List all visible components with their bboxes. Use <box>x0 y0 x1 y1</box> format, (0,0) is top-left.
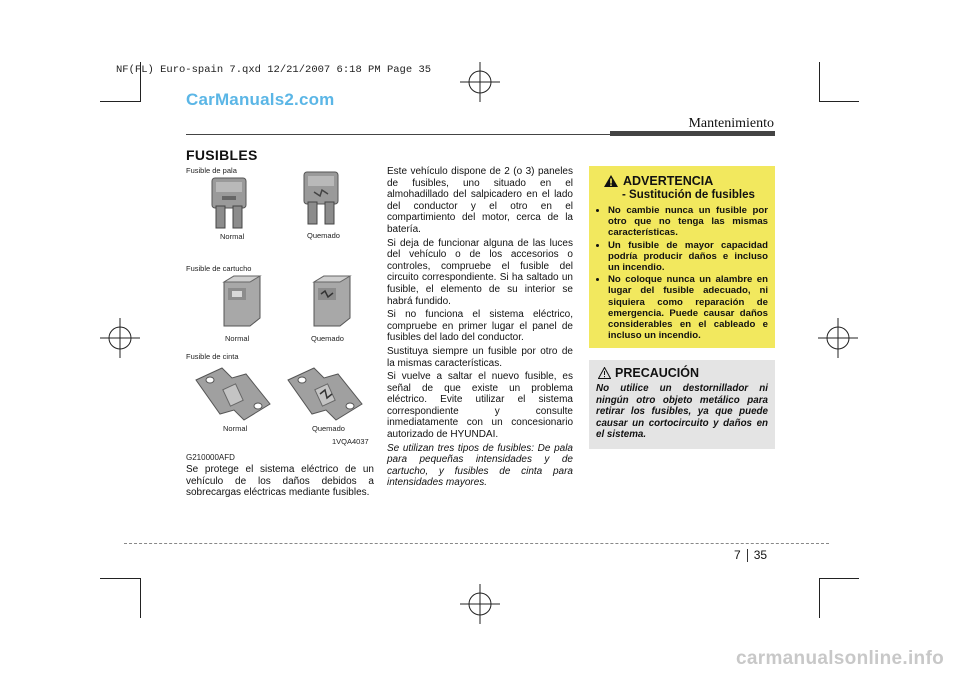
warning-item: • Un fusible de mayor capacidad podría producir daños e incluso un incendio. <box>608 240 768 274</box>
italic-paragraph: Se utilizan tres tipos de fusibles: De pala para pequeñas intensidades y de cartucho, y fusibles de cinta para intensidades mayores. <box>387 442 573 489</box>
header-rule <box>186 134 610 135</box>
page-number <box>734 548 767 562</box>
warning-item: • No cambie nunca un fusible por otro que no tenga las mismas características. <box>608 205 768 239</box>
blade-fuse-caption: Fusible de pala <box>186 166 237 175</box>
section-title: Mantenimiento <box>688 116 774 131</box>
watermark-link[interactable]: CarManuals2.com <box>186 90 335 109</box>
strip-fuse-normal-image <box>192 364 274 426</box>
main-text-column <box>387 166 573 491</box>
print-file-info: NF(FL) Euro-spain 7.qxd 12/21/2007 6:18 PM Page 35 <box>116 64 432 76</box>
warning-heading <box>604 174 768 188</box>
caution-heading <box>598 366 768 380</box>
blade-blown-label: Quemado <box>307 231 340 240</box>
strip-blown-label: Quemado <box>312 424 345 433</box>
figure-code: 1VQA4037 <box>332 437 369 446</box>
chapter-number: 7 <box>734 548 741 562</box>
crop-mark <box>819 62 820 102</box>
warning-subtitle: - Sustitución de fusibles <box>622 189 755 201</box>
cartridge-fuse-caption: Fusible de cartucho <box>186 264 252 273</box>
paragraph: Si vuelve a saltar el nuevo fusible, es señal de que existe un problema eléctrico. Evite utilizar el sistema correspondiente y consulte inmediatamente con un concesionario autorizado de HYUNDAI. <box>387 371 573 441</box>
registration-mark-icon <box>460 62 500 102</box>
crop-mark <box>100 578 140 579</box>
page-number-divider <box>747 549 748 562</box>
page-title: FUSIBLES <box>186 147 258 163</box>
page-number-value: 35 <box>753 548 768 562</box>
cartridge-normal-label: Normal <box>225 334 250 343</box>
blade-fuse-blown-image <box>300 170 342 226</box>
warning-item: • No coloque nunca un alambre en lugar del fusible adecuado, ni siquiera como reparación de emergencia. Puede causar daños considerables en el cableado e incluso un incendio. <box>608 274 768 341</box>
section-code: G210000AFD <box>186 453 235 462</box>
warning-triangle-icon <box>604 175 618 187</box>
intro-paragraph: Se protege el sistema eléctrico de un vehículo de los daños debidos a sobrecargas eléctricas mediante fusibles. <box>186 464 374 499</box>
cartridge-fuse-normal-image <box>218 274 264 330</box>
cartridge-fuse-blown-image <box>308 274 354 330</box>
crop-mark <box>819 578 859 579</box>
crop-mark <box>819 101 859 102</box>
caution-box <box>589 360 775 449</box>
blade-normal-label: Normal <box>220 232 245 241</box>
crop-mark <box>100 101 140 102</box>
warning-title: ADVERTENCIA <box>623 174 714 188</box>
registration-mark-icon <box>818 318 858 358</box>
blade-fuse-normal-image <box>208 176 250 230</box>
strip-normal-label: Normal <box>223 424 248 433</box>
header-rule-accent <box>610 131 775 136</box>
footer-rule <box>124 543 829 544</box>
crop-mark <box>140 578 141 618</box>
paragraph: Este vehículo dispone de 2 (o 3) paneles de fusibles, uno situado en el almohadillado del salpicadero en el lado del conductor y el otro en el compartimiento del motor, cerca de la batería. <box>387 166 573 235</box>
caution-title: PRECAUCIÓN <box>615 366 700 380</box>
paragraph: Sustituya siempre un fusible por otro de la mismas características. <box>387 345 573 369</box>
strip-fuse-caption: Fusible de cinta <box>186 352 239 361</box>
watermark-footer-link[interactable]: carmanualsonline.info <box>736 648 944 669</box>
registration-mark-icon <box>100 318 140 358</box>
caution-text: No utilice un destornillador ni ningún otro objeto metálico para retirar los fusibles, ya que puede causar un cortocircuito y daños en el sistema. <box>596 383 768 440</box>
paragraph: Si deja de funcionar alguna de las luces del vehículo o de los accesorios o controles, compruebe el fusible del circuito correspondiente. Si ha saltado un fusible, el elemento de su interior se habrá fundido. <box>387 237 573 307</box>
warning-box <box>589 166 775 348</box>
strip-fuse-blown-image <box>284 364 366 426</box>
registration-mark-icon <box>460 584 500 624</box>
paragraph: Si no funciona el sistema eléctrico, compruebe en primer lugar el panel de fusibles del lado del conductor. <box>387 309 573 344</box>
warning-list <box>596 205 768 341</box>
caution-triangle-icon <box>598 367 611 379</box>
crop-mark <box>819 578 820 618</box>
cartridge-blown-label: Quemado <box>311 334 344 343</box>
